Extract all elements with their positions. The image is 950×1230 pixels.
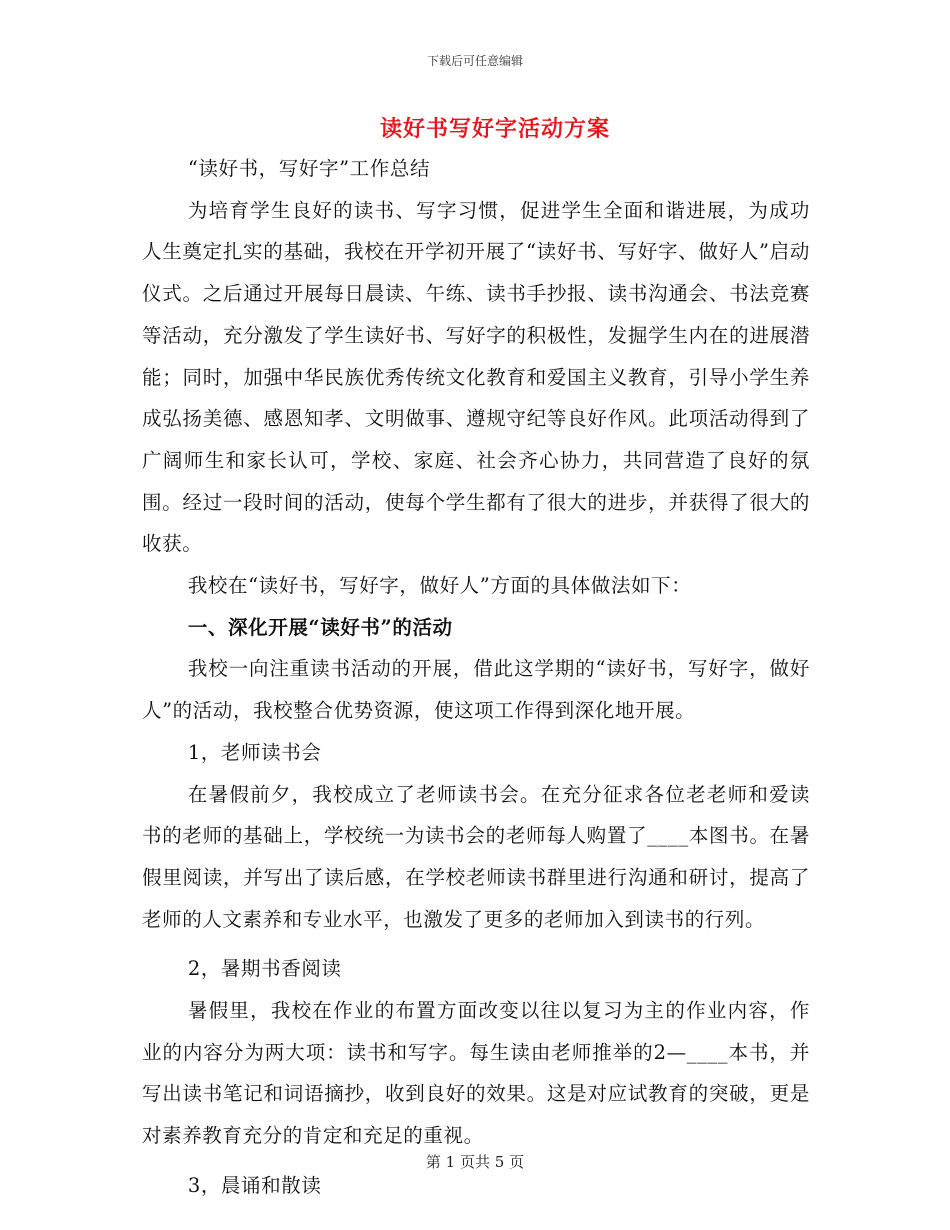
header-note: 下载后可任意编辑: [426, 54, 523, 68]
item-2-paragraph: 暑假里，我校在作业的布置方面改变以往以复习为主的作业内容，作业的内容分为两大项：读书和写字。每生读由老师推举的2—____本书，并写出读书笔记和词语摘抄，收到良好的效果。这是对应试教育的突破，更是对素养教育充分的肯定和充足的重视。: [142, 999, 810, 1148]
document-body: [142, 148, 810, 1207]
item-1-paragraph: 在暑假前夕，我校成立了老师读书会。在充分征求各位老老师和爱读书的老师的基础上，学校统一为读书会的老师每人购置了____本图书。在暑假里阅读，并写出了读后感，在学校老师读书群里进行沟通和研讨，提高了老师的人文素养和专业水平，也激发了更多的老师加入到读书的行列。: [142, 782, 810, 931]
summary-subtitle: “读好书，写好字”工作总结: [187, 157, 431, 180]
page-footer: 第 1 页共 5 页: [425, 1153, 525, 1171]
item-heading-2: 2，暑期书香阅读: [187, 957, 342, 981]
item-heading-1: 1，老师读书会: [187, 740, 322, 764]
section-1-paragraph: 我校一向注重读书活动的开展，借此这学期的“读好书，写好字，做好人”的活动，我校整合优势资源，使这项工作得到深化地开展。: [142, 657, 810, 723]
intro-paragraph: 为培育学生良好的读书、写字习惯，促进学生全面和谐进展，为成功人生奠定扎实的基础，我校在开学初开展了“读好书、写好字、做好人”启动仪式。之后通过开展每日晨读、午练、读书手抄报、读书沟通会、书法竞赛等活动，充分激发了学生读好书、写好字的积极性，发掘学生内在的进展潜能；同时，加强中华民族优秀传统文化教育和爱国主义教育，引导小学生养成弘扬美德、感恩知孝、文明做事、遵规守纪等良好作风。此项活动得到了广阔师生和家长认可，学校、家庭、社会齐心协力，共同营造了良好的氛围。经过一段时间的活动，使每个学生都有了很大的进步，并获得了很大的收获。: [142, 198, 810, 556]
methods-intro: 我校在“读好书，写好字，做好人”方面的具体做法如下：: [187, 574, 692, 598]
item-heading-3: 3，晨诵和散读: [187, 1173, 322, 1197]
section-heading-1: 一、深化开展“读好书”的活动: [187, 615, 453, 639]
document-title: 读好书写好字活动方案: [379, 116, 610, 142]
